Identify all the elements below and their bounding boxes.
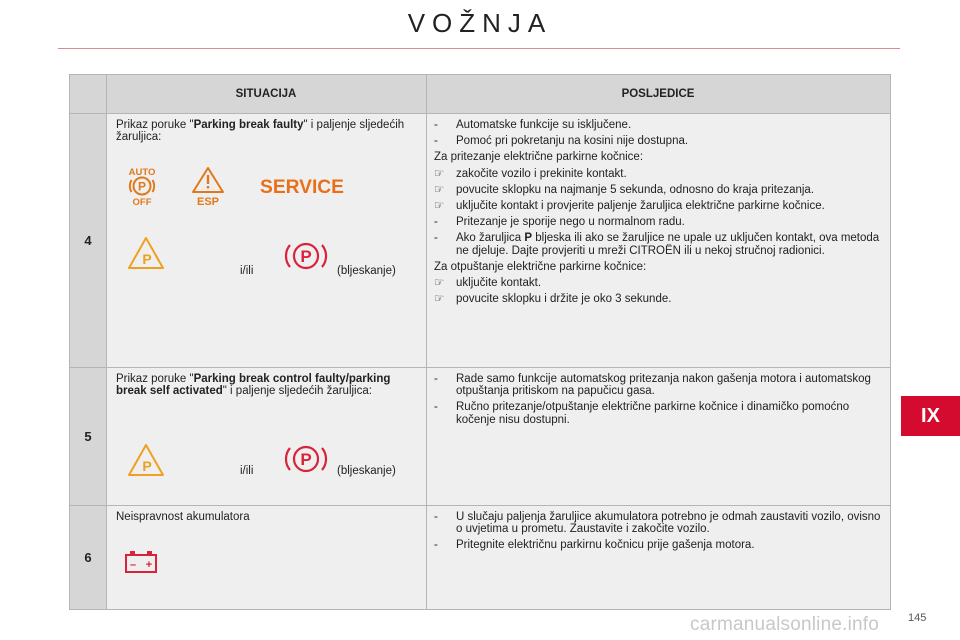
header-situation: SITUACIJA [106, 75, 426, 113]
arrow-icon: ☞ [434, 293, 445, 306]
list-item: - Rade samo funkcije automatskog pritezanja nakon gašenja motora i automatskog otpuštanja pritiskom na papučicu gasa. [434, 373, 871, 398]
svg-text:P: P [142, 458, 152, 474]
watermark: carmanualsonline.info [690, 614, 880, 635]
service-icon [260, 173, 346, 199]
situation-cell [106, 367, 426, 505]
arrow-icon: ☞ [434, 167, 445, 180]
or-label: i/ili [240, 465, 254, 477]
table-divider [426, 75, 427, 609]
battery-icon [124, 549, 158, 575]
list-item: - Pomoć pri pokretanju na kosini nije dostupna. [434, 135, 689, 148]
consequences-cell [426, 505, 890, 609]
list-item: ☞ zakočite vozilo i prekinite kontakt. [434, 167, 627, 180]
row-number: 6 [70, 505, 106, 609]
parking-warning-icon [126, 235, 166, 271]
situation-text: Prikaz poruke "Parking break faulty" i paljenje sljedećih žaruljica: [116, 119, 405, 143]
or-label: i/ili [240, 265, 254, 277]
svg-text:P: P [300, 247, 312, 266]
consequences-cell [426, 367, 890, 505]
consequences-list [434, 119, 886, 309]
list-item: - Ručno pritezanje/otpuštanje električne parkirne kočnice i dinamičko pomoćno kočenje nisu dostupni. [434, 401, 850, 426]
list-item: ☞ povucite sklopku i držite je oko 3 sekunde. [434, 293, 672, 306]
arrow-icon: ☞ [434, 277, 445, 290]
esp-warning-icon [188, 165, 228, 207]
auto-p-off-icon [120, 165, 164, 207]
header-consequences: POSLJEDICE [426, 75, 890, 113]
svg-text:ESP: ESP [196, 196, 220, 207]
list-item: ☞ povucite sklopku na najmanje 5 sekunda, odnosno do kraja pritezanja. [434, 183, 815, 196]
consequences-list [434, 373, 886, 430]
svg-text:AUTO: AUTO [128, 167, 156, 178]
arrow-icon: ☞ [434, 200, 445, 213]
list-item: - U slučaju paljenja žaruljice akumulatora potrebno je odmah zaustaviti vozilo, ovisno o uvjetima u prometu. Zaustavite i zakočite vozilo. [434, 511, 881, 536]
row-number: 5 [70, 367, 106, 505]
situation-cell [106, 113, 426, 367]
svg-text:OFF: OFF [132, 197, 152, 207]
svg-text:+: + [145, 559, 153, 571]
list-item: - Automatske funkcije su isključene. [434, 119, 632, 131]
parking-brake-icon [282, 238, 330, 274]
table-divider [70, 505, 890, 506]
flashing-label: (bljeskanje) [337, 465, 396, 477]
message-name: Parking break faulty [193, 119, 304, 131]
list-item: - Pritegnite električnu parkirnu kočnicu prije gašenja motora. [434, 539, 755, 552]
list-item: ☞ uključite kontakt i provjerite paljenje žaruljica električne parkirne kočnice. [434, 200, 825, 213]
consequences-cell [426, 113, 890, 367]
situation-cell [106, 505, 426, 609]
message-name: Parking break control faulty/parking break self activated [116, 373, 391, 397]
list-heading: Za pritezanje električne parkirne kočnice: [434, 151, 644, 164]
table-divider [106, 75, 107, 609]
parking-brake-icon [282, 441, 330, 477]
consequences-list [434, 511, 886, 556]
title-divider [58, 48, 900, 49]
svg-text:SERVICE: SERVICE [260, 177, 344, 198]
situation-text: Prikaz poruke "Parking break control faulty/parking break self activated" i paljenje sljedećih žaruljica: [116, 373, 391, 397]
list-heading: Za otpuštanje električne parkirne kočnice: [434, 260, 647, 273]
list-item: - Ako žaruljica P bljeska ili ako se žaruljice ne upale uz uključen kontakt, ova metoda ne djeluje. Dajte provjeriti u mreži CITROËN ili u nekoj stručnoj radionici. [434, 232, 880, 257]
list-item: - Pritezanje je sporije nego u normalnom radu. [434, 216, 685, 229]
flashing-label: (bljeskanje) [337, 265, 396, 277]
svg-text:–: – [129, 559, 137, 571]
table-divider [70, 113, 890, 114]
parking-warning-icon [126, 442, 166, 478]
situation-text: Neispravnost akumulatora [116, 511, 250, 523]
svg-text:P: P [142, 251, 152, 267]
header-number-cell [70, 75, 106, 113]
svg-text:P: P [300, 450, 312, 469]
page-title: VOŽNJA [407, 8, 553, 38]
chapter-tab: IX [901, 396, 960, 436]
svg-text:P: P [137, 179, 147, 194]
row-number: 4 [70, 113, 106, 367]
table-divider [70, 367, 890, 368]
arrow-icon: ☞ [434, 183, 445, 196]
list-item: ☞ uključite kontakt. [434, 277, 542, 290]
page-number: 145 [908, 612, 927, 624]
warning-table [69, 74, 891, 610]
